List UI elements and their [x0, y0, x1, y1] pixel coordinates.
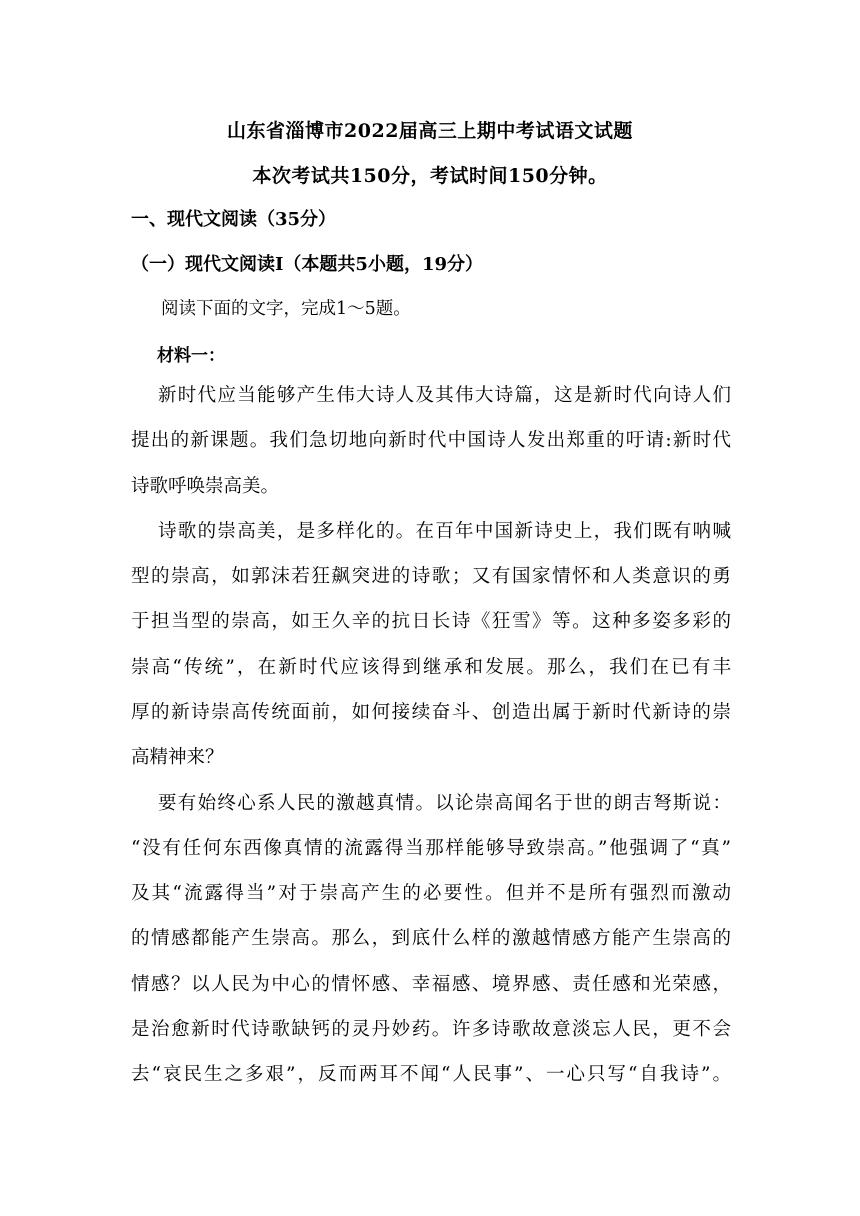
paragraph-line: 崇高“传统”，在新时代应该得到继承和发展。那么，我们在已有丰: [131, 657, 731, 678]
paragraph-line: 是治愈新时代诗歌缺钙的灵丹妙药。许多诗歌故意淡忘人民，更不会: [131, 1019, 731, 1040]
paragraph-line: 新时代应当能够产生伟大诗人及其伟大诗篇，这是新时代向诗人们: [158, 385, 731, 406]
paragraph-line: 诗歌呼唤崇高美。: [131, 476, 280, 497]
section-heading: 一、现代文阅读（35分）: [131, 209, 337, 230]
document-title: 山东省淄博市2022届高三上期中考试语文试题: [227, 120, 633, 142]
exam-info: 本次考试共150分，考试时间150分钟。: [252, 165, 608, 187]
paragraph-line: 去“哀民生之多艰”，反而两耳不闻“人民事”、一心只写“自我诗”。: [131, 1064, 731, 1085]
instruction-text: 阅读下面的文字，完成1～5题。: [161, 299, 411, 319]
paragraph-line: 提出的新课题。我们急切地向新时代中国诗人发出郑重的吁请:新时代: [131, 430, 731, 451]
paragraph-line: 厚的新诗崇高传统面前，如何接续奋斗、创造出属于新时代新诗的崇: [131, 702, 731, 723]
paragraph-line: 及其“流露得当”对于崇高产生的必要性。但并不是所有强烈而激动: [131, 883, 731, 904]
subsection-heading: （一）现代文阅读Ⅰ（本题共5小题，19分）: [131, 254, 483, 275]
paragraph-line: 要有始终心系人民的激越真情。以论崇高闻名于世的朗吉弩斯说：: [158, 793, 731, 814]
paragraph-line: 高精神来？: [131, 747, 224, 768]
paragraph-line: “没有任何东西像真情的流露得当那样能够导致崇高。”他强调了“真”: [131, 838, 731, 859]
paragraph-line: 诗歌的崇高美，是多样化的。在百年中国新诗史上，我们既有呐喊: [158, 521, 731, 542]
paragraph-line: 于担当型的崇高，如王久辛的抗日长诗《狂雪》等。这种多姿多彩的: [131, 611, 731, 632]
paragraph-line: 型的崇高，如郭沫若狂飙突进的诗歌；又有国家情怀和人类意识的勇: [131, 566, 731, 587]
paragraph-line: 情感？以人民为中心的情怀感、幸福感、境界感、责任感和光荣感，: [131, 974, 731, 995]
paragraph-line: 的情感都能产生崇高。那么，到底什么样的激越情感方能产生崇高的: [131, 928, 731, 949]
material-label: 材料一：: [157, 346, 225, 366]
